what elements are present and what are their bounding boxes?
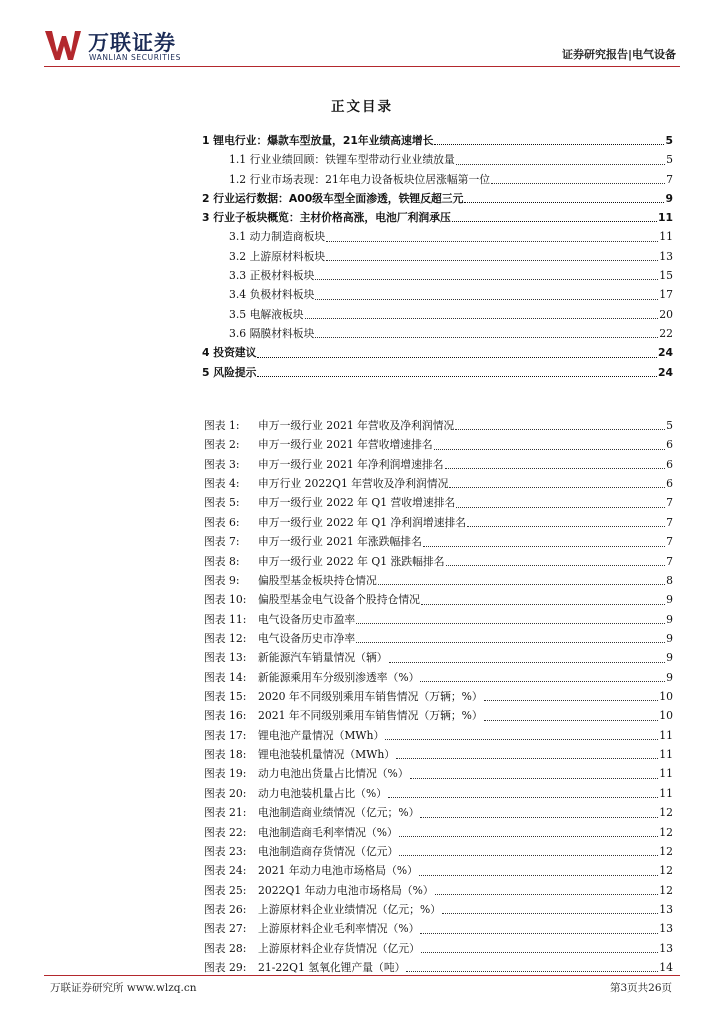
figure-number: 图表 25: [204,883,247,897]
toc-page: 11 [659,230,673,244]
toc-chapter[interactable] [202,363,673,382]
figure-title: 2021 年不同级别乘用车销售情况（万辆；%） [258,709,483,723]
toc-section[interactable] [202,247,673,266]
page-header [44,26,680,68]
figure-page: 6 [666,457,673,471]
figure-number: 图表 18: [204,748,247,762]
figure-number: 图表 24: [204,864,247,878]
toc-page: 24 [657,346,673,360]
figure-title: 偏股型基金电气设备个股持仓情况 [258,593,420,607]
toc-label: 3 行业子板块概览：主材价格高涨，电池厂利润承压 [202,211,451,225]
figure-page: 7 [666,515,673,529]
figure-number: 图表 16: [204,709,247,723]
figure-page: 14 [659,961,673,975]
figure-number: 图表 4: [204,477,240,491]
leader-dots [315,336,658,338]
figure-page: 7 [666,554,673,568]
figure-page: 9 [666,670,673,684]
figure-number: 图表 3: [204,457,240,471]
figure-title: 电池制造商业绩情况（亿元；%） [258,806,420,820]
figure-title: 新能源汽车销量情况（辆） [258,651,388,665]
figure-entry[interactable] [204,900,673,919]
toc-page: 7 [666,172,673,186]
figure-page: 9 [666,651,673,665]
figure-title: 动力电池出货量占比情况（%） [258,767,409,781]
figure-number: 图表 13: [204,651,247,665]
toc-page: 9 [665,191,673,205]
figure-page: 6 [666,477,673,491]
leader-dots [434,143,664,145]
toc-label: 1 锂电行业：爆款车型放量，21年业绩高速增长 [202,134,434,147]
figure-title: 申万一级行业 2022 年 Q1 净利润增速排名 [258,515,467,529]
toc-chapter[interactable] [202,131,673,150]
figure-entry[interactable] [204,784,673,803]
figure-entry[interactable] [204,493,673,512]
figure-page: 12 [659,825,673,839]
figure-title: 锂电池装机量情况（MWh） [258,748,396,762]
figure-page: 11 [659,748,673,762]
figure-number: 图表 6: [204,515,240,529]
figure-entry[interactable] [204,803,673,822]
leader-dots [484,719,659,721]
page-title: 正文目录 [331,99,393,115]
toc-chapter[interactable] [202,189,673,208]
figure-title: 2021 年动力电池市场格局（%） [258,864,418,878]
figure-title: 动力电池装机量占比（%） [258,786,388,800]
leader-dots [421,603,665,605]
leader-dots [446,564,666,566]
toc-page: 5 [665,134,673,147]
figure-number: 图表 23: [204,844,247,858]
toc-section[interactable] [202,285,673,304]
figure-number: 图表 8: [204,554,240,568]
toc-section[interactable] [202,305,673,324]
leader-dots [399,854,658,856]
figure-list [204,416,673,977]
leader-dots [410,777,659,779]
leader-dots [406,970,658,972]
toc-page: 20 [659,307,673,321]
leader-dots [315,298,658,300]
figure-number: 图表 19: [204,767,247,781]
figure-title: 申万行业 2022Q1 年营收及净利润情况 [258,477,449,491]
figure-title: 21-22Q1 氢氧化锂产量（吨） [258,961,406,975]
figure-number: 图表 1: [204,419,240,432]
leader-dots [456,163,665,165]
leader-dots [356,641,665,643]
leader-dots [434,448,665,450]
figure-entry[interactable] [204,416,673,435]
leader-dots [396,757,658,759]
figure-page: 7 [666,535,673,549]
toc-label: 4 投资建议 [202,346,257,360]
figure-title: 申万一级行业 2022 年 Q1 涨跌幅排名 [258,554,445,568]
figure-page: 6 [666,438,673,452]
leader-dots [456,506,665,508]
toc-section[interactable] [202,170,673,189]
leader-dots [491,182,665,184]
figure-title: 申万一级行业 2021 年营收增速排名 [258,438,433,452]
figure-page: 9 [666,612,673,626]
figure-title: 上游原材料企业存货情况（亿元） [258,941,420,955]
toc-page: 5 [666,153,673,167]
report-type: 证券研究报告|电气设备 [561,48,676,61]
figure-page: 5 [666,419,673,432]
leader-dots [421,951,658,953]
toc-label: 5 风险提示 [202,365,257,379]
toc-label: 3.5 电解液板块 [229,307,304,321]
figure-entry[interactable] [204,648,673,667]
leader-dots [419,874,658,876]
figure-entry[interactable] [204,764,673,783]
figure-entry[interactable] [204,919,673,938]
figure-number: 图表 9: [204,573,240,587]
figure-number: 图表 27: [204,922,247,936]
figure-page: 9 [666,593,673,607]
toc-chapter[interactable] [202,208,673,227]
figure-entry[interactable] [204,726,673,745]
leader-dots [420,680,665,682]
figure-number: 图表 28: [204,941,247,955]
figure-entry[interactable] [204,532,673,551]
figure-page: 9 [666,631,673,645]
figure-entry[interactable] [204,552,673,571]
figure-entry[interactable] [204,610,673,629]
toc-page: 24 [657,365,673,379]
figure-entry[interactable] [204,842,673,861]
figure-entry[interactable] [204,590,673,609]
figure-entry[interactable] [204,455,673,474]
toc-label: 2 行业运行数据：A00级车型全面渗透，铁锂反超三元 [202,191,464,205]
toc-label: 3.4 负极材料板块 [229,288,315,302]
leader-dots [435,893,659,895]
figure-page: 8 [666,573,673,587]
toc-label: 1.1 行业业绩回顾：铁锂车型带动行业业绩放量 [229,153,455,167]
leader-dots [305,317,659,319]
figure-entry[interactable] [204,668,673,687]
figure-title: 上游原材料企业毛利率情况（%） [258,922,420,936]
figure-title: 申万一级行业 2021 年涨跌幅排名 [258,535,422,549]
figure-number: 图表 2: [204,438,240,452]
leader-dots [257,375,657,377]
toc-section[interactable] [202,227,673,246]
figure-number: 图表 5: [204,496,240,510]
table-of-contents [202,131,673,382]
figure-entry[interactable] [204,939,673,958]
toc-page: 22 [659,326,673,340]
figure-title: 申万一级行业 2021 年营收及净利润情况 [258,419,455,432]
figure-entry[interactable] [204,629,673,648]
figure-title: 2020 年不同级别乘用车销售情况（万辆；%） [258,690,483,704]
figure-entry[interactable] [204,881,673,900]
figure-entry[interactable] [204,745,673,764]
toc-page: 17 [659,288,673,302]
leader-dots [356,622,665,624]
leader-dots [452,220,657,222]
figure-entry[interactable] [204,861,673,880]
figure-number: 图表 22: [204,825,247,839]
leader-dots [467,525,665,527]
leader-dots [464,201,664,203]
figure-number: 图表 11: [204,612,247,626]
figure-title: 电气设备历史市盈率 [258,612,356,626]
figure-title: 上游原材料企业业绩情况（亿元；%） [258,902,442,916]
leader-dots [378,583,665,585]
page-number: 第3页共26页 [609,982,672,994]
figure-page: 12 [659,844,673,858]
figure-page: 11 [659,786,673,800]
toc-label: 3.6 隔膜材料板块 [229,326,315,340]
toc-label: 3.2 上游原材料板块 [229,249,326,263]
logo-text-en: WANLIAN SECURITIES [89,53,182,62]
leader-dots [455,428,665,430]
figure-number: 图表 26: [204,902,247,916]
figure-number: 图表 20: [204,786,247,800]
leader-dots [389,661,666,663]
wanlian-logo-icon [44,28,82,62]
figure-page: 13 [659,941,673,955]
leader-dots [385,738,658,740]
leader-dots [420,816,658,818]
header-rule [44,66,680,67]
figure-title: 锂电池产量情况（MWh） [258,728,385,742]
leader-dots [315,278,658,280]
toc-label: 3.3 正极材料板块 [229,269,315,283]
figure-entry[interactable] [204,474,673,493]
leader-dots [326,259,658,261]
logo-text-cn: 万联证券 [88,31,176,55]
figure-title: 申万一级行业 2022 年 Q1 营收增速排名 [258,496,456,510]
figure-page: 10 [659,690,673,704]
leader-dots [399,835,658,837]
leader-dots [484,699,659,701]
figure-title: 偏股型基金板块持仓情况 [258,573,377,587]
figure-page: 13 [659,922,673,936]
leader-dots [449,486,665,488]
toc-page: 15 [659,269,673,283]
figure-title: 申万一级行业 2021 年净利润增速排名 [258,457,444,471]
figure-number: 图表 14: [204,670,247,684]
figure-page: 12 [659,864,673,878]
figure-page: 13 [659,902,673,916]
toc-page: 11 [657,211,673,225]
figure-page: 11 [659,728,673,742]
figure-number: 图表 21: [204,806,247,820]
figure-title: 新能源乘用车分级别渗透率（%） [258,670,420,684]
figure-title: 电池制造商毛利率情况（%） [258,825,398,839]
figure-entry[interactable] [204,687,673,706]
footer-rule [44,975,680,976]
leader-dots [442,912,658,914]
toc-label: 3.1 动力制造商板块 [229,230,326,244]
figure-page: 7 [666,496,673,510]
figure-page: 10 [659,709,673,723]
leader-dots [445,467,666,469]
figure-page: 12 [659,883,673,897]
toc-section[interactable] [202,324,673,343]
toc-page: 13 [659,249,673,263]
figure-number: 图表 12: [204,631,247,645]
figure-entry[interactable] [204,513,673,532]
toc-label: 1.2 行业市场表现：21年电力设备板块位居涨幅第一位 [229,172,491,186]
leader-dots [420,932,658,934]
figure-title: 2022Q1 年动力电池市场格局（%） [258,883,434,897]
figure-entry[interactable] [204,571,673,590]
figure-number: 图表 7: [204,535,240,549]
toc-section[interactable] [202,150,673,169]
figure-entry[interactable] [204,435,673,454]
leader-dots [423,545,665,547]
leader-dots [388,796,658,798]
figure-entry[interactable] [204,823,673,842]
leader-dots [326,240,658,242]
figure-title: 电池制造商存货情况（亿元） [258,844,399,858]
toc-section[interactable] [202,266,673,285]
figure-number: 图表 17: [204,728,247,742]
figure-number: 图表 15: [204,690,247,704]
leader-dots [257,356,657,358]
figure-number: 图表 29: [204,961,247,975]
figure-title: 电气设备历史市净率 [258,631,356,645]
figure-page: 11 [659,767,673,781]
figure-page: 12 [659,806,673,820]
figure-entry[interactable] [204,706,673,725]
toc-chapter[interactable] [202,343,673,362]
figure-number: 图表 10: [204,593,247,607]
footer-source: 万联证券研究所 www.wlzq.cn [50,982,197,994]
